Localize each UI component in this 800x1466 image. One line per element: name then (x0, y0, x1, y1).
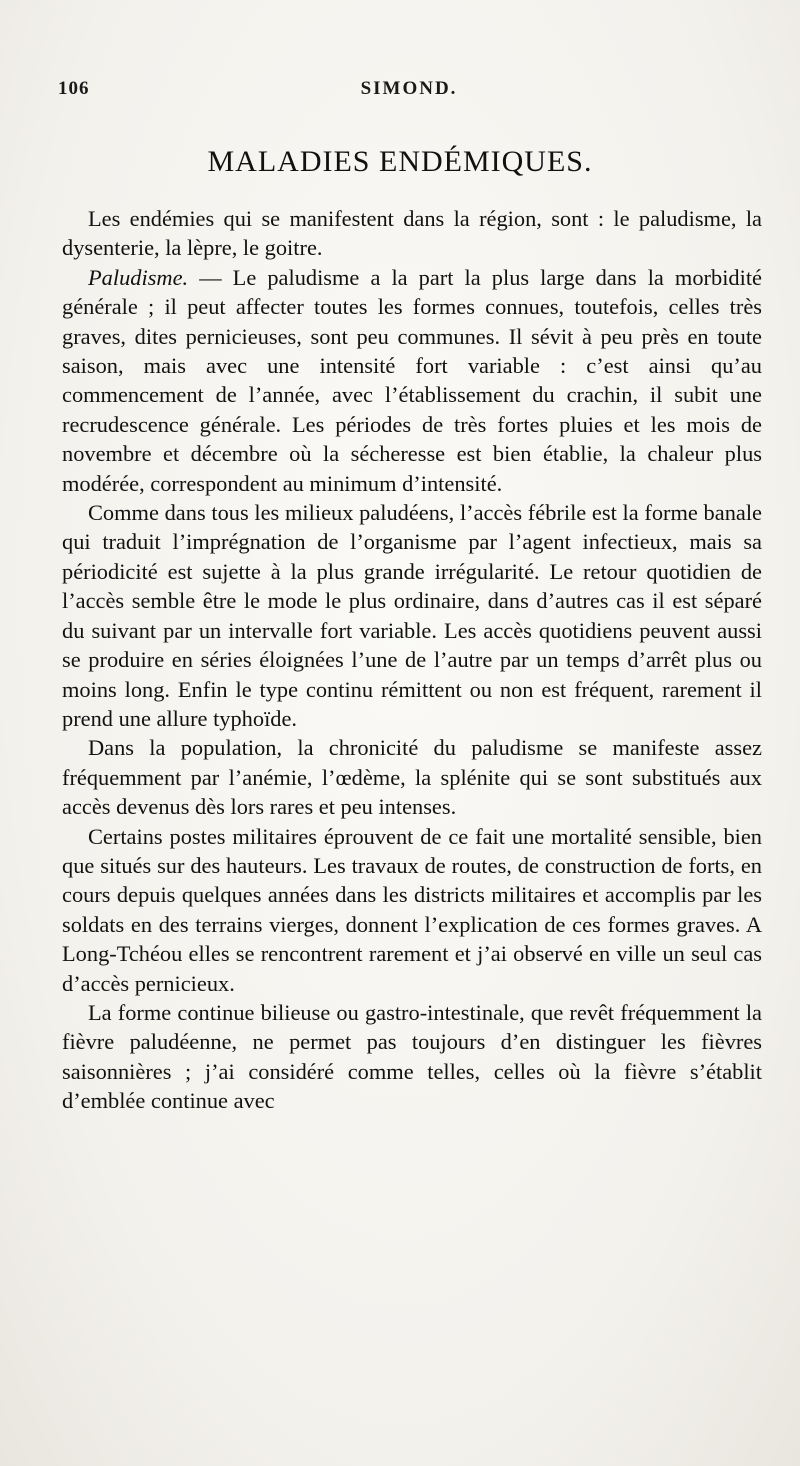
page-number: 106 (58, 78, 90, 99)
paragraph-text: Les endémies qui se manifestent dans la région, sont : le paludisme, la dysenterie, la lèpre, le goitre. (62, 206, 762, 261)
running-head (58, 78, 760, 108)
paragraph-text: La forme continue bilieuse ou gastro-intestinale, que revêt fréquemment la fièvre paludéenne, ne permet pas toujours d’en distinguer les fièvres saisonnières ; j’ai considéré comme telles, celles où la fièvre s’établit d’emblée continue avec (62, 999, 762, 1114)
paragraph (62, 498, 762, 733)
running-title: SIMOND. (360, 78, 458, 99)
paragraph (62, 998, 762, 1116)
paragraph-text: — Le paludisme a la part la plus large dans la morbidité générale ; il peut affecter toutes les formes connues, toutefois, celles très graves, dites pernicieuses, sont peu communes. Il sévit à peu près en toute saison, mais avec une intensité fort variable : c’est ainsi qu’au commencement de l’année, avec l’établissement du crachin, il subit une recrudescence générale. Les périodes de très fortes pluies et les mois de novembre et décembre où la sécheresse est bien établie, la chaleur plus modérée, correspondent au minimum d’intensité. (62, 264, 762, 496)
paragraph-text: Comme dans tous les milieux paludéens, l’accès fébrile est la forme banale qui traduit l’imprégnation de l’organisme par l’agent infectieux, mais sa périodicité est sujette à la plus grande irrégularité. Le retour quotidien de l’accès semble être le mode le plus ordinaire, dans d’autres cas il est séparé du suivant par un intervalle fort variable. Les accès quotidiens peuvent aussi se produire en séries éloignées l’une de l’autre par un temps d’arrêt plus ou moins long. Enfin le type continu rémittent ou non est fréquent, rarement il prend une allure typhoïde. (62, 500, 762, 731)
paragraph (62, 733, 762, 821)
body-text (62, 204, 762, 1116)
section-title: MALADIES ENDÉMIQUES. (207, 145, 593, 178)
paragraph (62, 204, 762, 263)
paragraph (62, 822, 762, 998)
paragraph-lead: Paludisme. (88, 264, 189, 290)
paragraph (62, 263, 762, 498)
paragraph-text: Dans la population, la chronicité du paludisme se manifeste assez fréquemment par l’anémie, l’œdème, la splénite qui se sont substitués aux accès devenus dès lors rares et peu intenses. (62, 735, 762, 820)
paragraph-text: Certains postes militaires éprouvent de ce fait une mortalité sensible, bien que situés sur des hauteurs. Les travaux de routes, de construction de forts, en cours depuis quelques années dans les districts militaires et accomplis par les soldats en des terrains vierges, donnent l’explication de ces formes graves. A Long-Tchéou elles se rencontrent rarement et j’ai observé en ville un seul cas d’accès pernicieux. (62, 823, 762, 996)
